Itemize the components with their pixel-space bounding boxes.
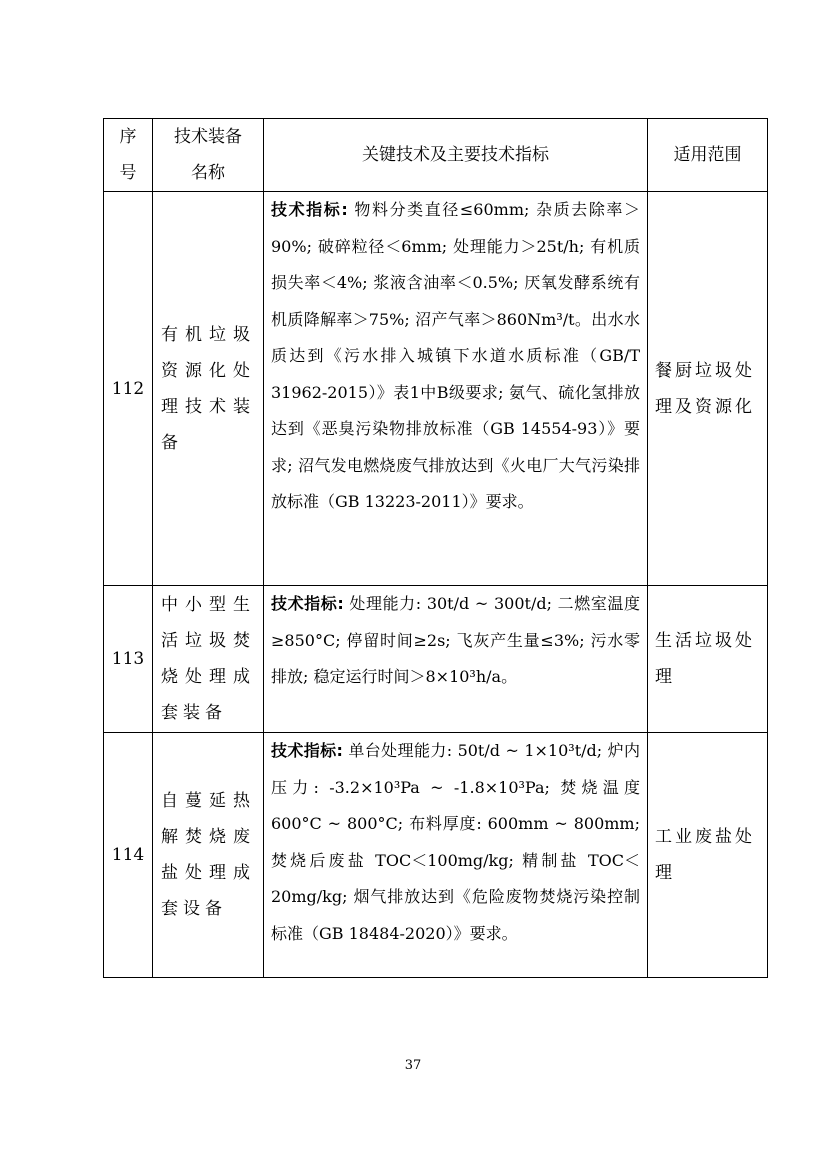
header-no: 序号 xyxy=(104,119,153,192)
tech-label: 技术指标: xyxy=(271,594,344,613)
table-row xyxy=(104,586,768,733)
tech-text: 物料分类直径≤60mm; 杂质去除率＞90%; 破碎粒径＜6mm; 处理能力＞25t/h; 有机质损失率＜4%; 浆液含油率＜0.5%; 厌氧发酵系统有机质降解率＞75%; 沼产气率＞860Nm³/t。出水水质达到《污水排入城镇下水道水质标准（GB/T 31962-2015）》表1中B级要求; 氨气、硫化氢排放达到《恶臭污染物排放标准（GB 14554-93）》要求; 沼气发电燃烧废气排放达到《火电厂大气污染排放标准（GB 13223-2011）》要求。 xyxy=(271,200,640,511)
table-row xyxy=(104,733,768,978)
page-number: 37 xyxy=(404,1058,422,1073)
tech-text: 单台处理能力: 50t/d ~ 1×10³t/d; 炉内压力: -3.2×10³Pa ~ -1.8×10³Pa; 焚烧温度 600°C ~ 800°C; 布料厚度: 600mm ~ 800mm; 焚烧后废盐 TOC＜100mg/kg; 精制盐 TOC＜20mg/kg; 烟气排放达到《危险废物焚烧污染控制标准（GB 18484-2020）》要求。 xyxy=(271,741,640,943)
tech-description xyxy=(264,192,648,586)
application-scope: 工业废盐处理 xyxy=(648,733,768,978)
tech-description xyxy=(264,733,648,978)
row-number: 113 xyxy=(104,586,153,733)
header-scope: 适用范围 xyxy=(648,119,768,192)
application-scope: 餐厨垃圾处理及资源化 xyxy=(648,192,768,586)
equipment-table xyxy=(103,118,768,978)
row-number: 112 xyxy=(104,192,153,586)
equipment-name: 有机垃圾资源化处理技术装备 xyxy=(153,192,264,586)
header-name: 技术装备名称 xyxy=(153,119,264,192)
row-number: 114 xyxy=(104,733,153,978)
tech-label: 技术指标: xyxy=(271,741,343,760)
tech-text: 处理能力: 30t/d ~ 300t/d; 二燃室温度≥850°C; 停留时间≥2s; 飞灰产生量≤3%; 污水零排放; 稳定运行时间＞8×10³h/a。 xyxy=(271,594,640,686)
tech-label: 技术指标: xyxy=(271,200,348,219)
table-header-row xyxy=(104,119,768,192)
equipment-name: 自蔓延热解焚烧废盐处理成套设备 xyxy=(153,733,264,978)
header-key-tech: 关键技术及主要技术指标 xyxy=(264,119,648,192)
equipment-name: 中小型生活垃圾焚烧处理成套装备 xyxy=(153,586,264,733)
application-scope: 生活垃圾处理 xyxy=(648,586,768,733)
table-row xyxy=(104,192,768,586)
tech-description xyxy=(264,586,648,733)
